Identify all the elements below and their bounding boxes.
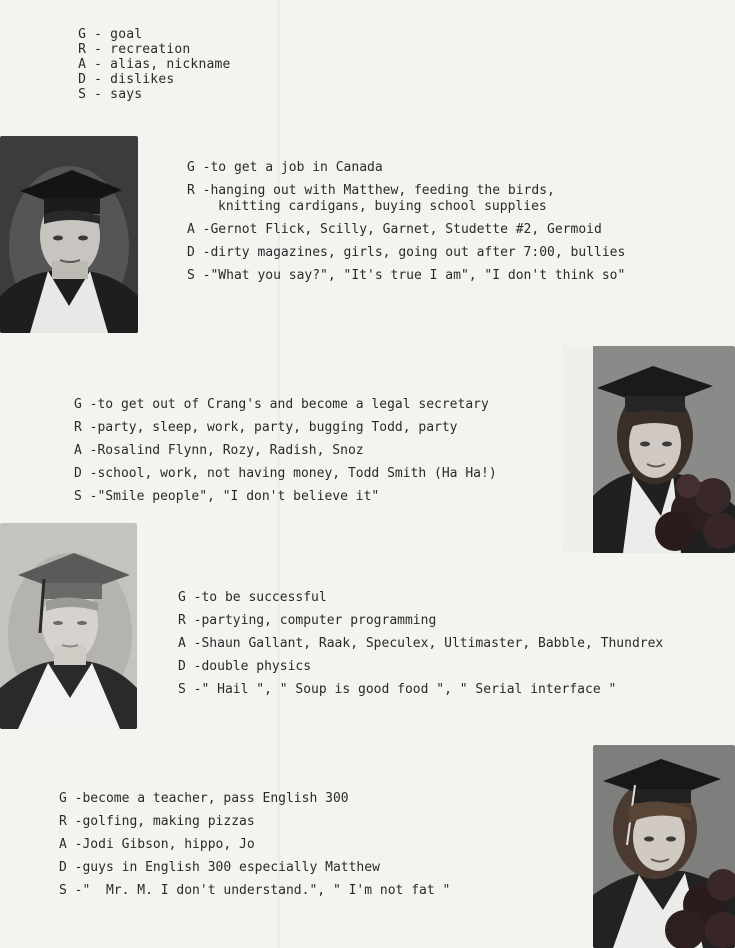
legend-alias: A - alias, nickname <box>78 57 231 72</box>
entry-line-goal: G - become a teacher, pass English 300 <box>59 791 349 806</box>
entry-line-recreation: R - party, sleep, work, party, bugging Todd, party <box>74 420 458 435</box>
entry-line-recreation-cont: knitting cardigans, buying school supplies <box>218 199 547 214</box>
entry-line-alias: A - Shaun Gallant, Raak, Speculex, Ultimaster, Babble, Thundrex <box>178 636 664 651</box>
entry-line-alias: A - Gernot Flick, Scilly, Garnet, Studette #2, Germoid <box>187 222 602 237</box>
entry-line-goal: G - to be successful <box>178 590 327 605</box>
entry-2 <box>74 397 497 512</box>
entry-line-says: S - " Mr. M. I don't understand.", " I'm not fat " <box>59 883 451 898</box>
entry-line-says: S - "Smile people", "I don't believe it" <box>74 489 380 504</box>
entry-line-alias: A - Jodi Gibson, hippo, Jo <box>59 837 255 852</box>
legend <box>62 12 253 102</box>
student-photo-1 <box>0 136 138 333</box>
student-photo-4 <box>593 745 735 948</box>
legend-says: S - says <box>78 87 143 102</box>
entry-1 <box>187 160 625 291</box>
entry-line-recreation: R - partying, computer programming <box>178 613 437 628</box>
entry-line-says: S - "What you say?", "It's true I am", "I don't think so" <box>187 268 626 283</box>
entry-line-recreation: R - golfing, making pizzas <box>59 814 255 829</box>
entry-line-recreation: R - hanging out with Matthew, feeding the birds, <box>187 183 555 198</box>
entry-line-goal: G - to get out of Crang's and become a legal secretary <box>74 397 489 412</box>
entry-line-goal: G - to get a job in Canada <box>187 160 383 175</box>
student-photo-2 <box>563 346 735 553</box>
entry-line-dislikes: D - guys in English 300 especially Matthew <box>59 860 380 875</box>
student-photo-3 <box>0 523 137 729</box>
entry-line-dislikes: D - double physics <box>178 659 312 674</box>
entry-line-dislikes: D - dirty magazines, girls, going out after 7:00, bullies <box>187 245 626 260</box>
entry-line-says: S - " Hail ", " Soup is good food ", " Serial interface " <box>178 682 617 697</box>
legend-dislikes: D - dislikes <box>78 72 175 87</box>
entry-3 <box>178 590 663 705</box>
legend-goal: G - goal <box>78 27 143 42</box>
entry-4 <box>59 791 450 906</box>
entry-line-alias: A - Rosalind Flynn, Rozy, Radish, Snoz <box>74 443 364 458</box>
entry-line-dislikes: D - school, work, not having money, Todd Smith (Ha Ha!) <box>74 466 497 481</box>
legend-recreation: R - recreation <box>78 42 191 57</box>
